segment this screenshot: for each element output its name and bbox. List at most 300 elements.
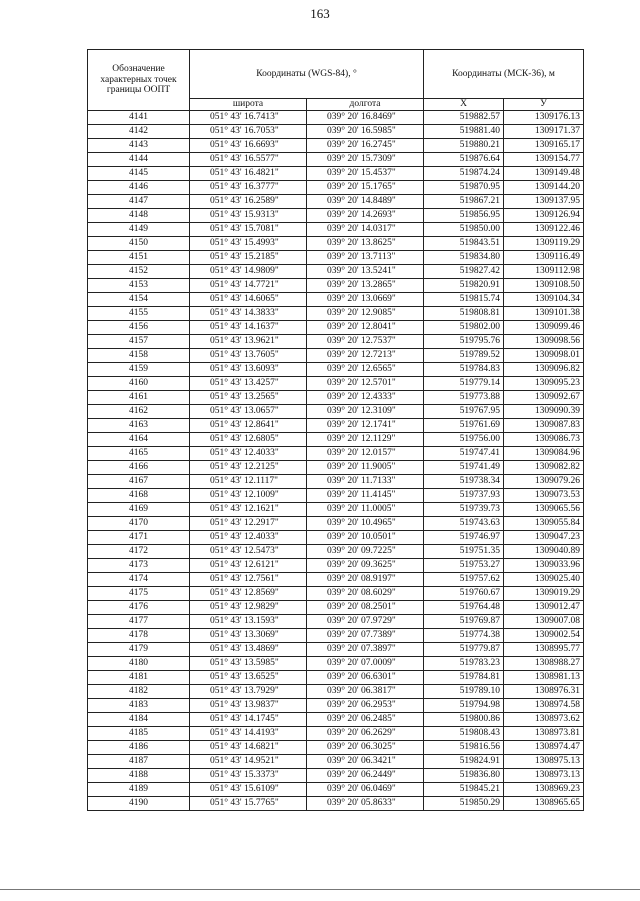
x-cell: 519856.95: [424, 209, 504, 223]
latitude-cell: 051° 43' 13.1593": [190, 615, 307, 629]
latitude-cell: 051° 43' 12.4033": [190, 447, 307, 461]
point-id-cell: 4152: [88, 265, 190, 279]
y-cell: 1309119.29: [504, 237, 584, 251]
longitude-cell: 039° 20' 10.4965": [307, 517, 424, 531]
table-row: [88, 797, 584, 811]
table-row: [88, 153, 584, 167]
point-id-cell: 4146: [88, 181, 190, 195]
longitude-cell: 039° 20' 12.0157": [307, 447, 424, 461]
table-header-row: [88, 50, 584, 99]
table-row: [88, 713, 584, 727]
latitude-cell: 051° 43' 12.8641": [190, 419, 307, 433]
y-cell: 1309149.48: [504, 167, 584, 181]
header-longitude: долгота: [307, 99, 424, 111]
point-id-cell: 4157: [88, 335, 190, 349]
y-cell: 1308981.13: [504, 671, 584, 685]
latitude-cell: 051° 43' 15.2185": [190, 251, 307, 265]
table-row: [88, 503, 584, 517]
longitude-cell: 039° 20' 12.5701": [307, 377, 424, 391]
table-row: [88, 531, 584, 545]
latitude-cell: 051° 43' 14.6065": [190, 293, 307, 307]
longitude-cell: 039° 20' 06.3025": [307, 741, 424, 755]
x-cell: 519737.93: [424, 489, 504, 503]
longitude-cell: 039° 20' 05.8633": [307, 797, 424, 811]
latitude-cell: 051° 43' 15.7081": [190, 223, 307, 237]
longitude-cell: 039° 20' 06.3421": [307, 755, 424, 769]
latitude-cell: 051° 43' 14.7721": [190, 279, 307, 293]
x-cell: 519774.38: [424, 629, 504, 643]
x-cell: 519834.80: [424, 251, 504, 265]
longitude-cell: 039° 20' 06.2449": [307, 769, 424, 783]
x-cell: 519795.76: [424, 335, 504, 349]
x-cell: 519779.87: [424, 643, 504, 657]
latitude-cell: 051° 43' 12.5473": [190, 545, 307, 559]
x-cell: 519808.81: [424, 307, 504, 321]
x-cell: 519820.91: [424, 279, 504, 293]
table-row: [88, 363, 584, 377]
longitude-cell: 039° 20' 13.0669": [307, 293, 424, 307]
table-row: [88, 405, 584, 419]
y-cell: 1309101.38: [504, 307, 584, 321]
latitude-cell: 051° 43' 14.4193": [190, 727, 307, 741]
header-y: У: [504, 99, 584, 111]
table-row: [88, 419, 584, 433]
y-cell: 1309095.23: [504, 377, 584, 391]
x-cell: 519769.87: [424, 615, 504, 629]
latitude-cell: 051° 43' 15.6109": [190, 783, 307, 797]
table-row: [88, 559, 584, 573]
table-row: [88, 755, 584, 769]
point-id-cell: 4177: [88, 615, 190, 629]
table-row: [88, 769, 584, 783]
longitude-cell: 039° 20' 12.4333": [307, 391, 424, 405]
y-cell: 1309122.46: [504, 223, 584, 237]
table-row: [88, 335, 584, 349]
table-row: [88, 209, 584, 223]
table-row: [88, 643, 584, 657]
latitude-cell: 051° 43' 13.9837": [190, 699, 307, 713]
table-row: [88, 265, 584, 279]
x-cell: 519881.40: [424, 125, 504, 139]
latitude-cell: 051° 43' 13.4257": [190, 377, 307, 391]
longitude-cell: 039° 20' 10.0501": [307, 531, 424, 545]
y-cell: 1309012.47: [504, 601, 584, 615]
table-row: [88, 111, 584, 125]
latitude-cell: 051° 43' 13.6093": [190, 363, 307, 377]
x-cell: 519789.10: [424, 685, 504, 699]
longitude-cell: 039° 20' 12.1741": [307, 419, 424, 433]
x-cell: 519808.43: [424, 727, 504, 741]
x-cell: 519767.95: [424, 405, 504, 419]
longitude-cell: 039° 20' 08.2501": [307, 601, 424, 615]
point-id-cell: 4151: [88, 251, 190, 265]
point-id-cell: 4170: [88, 517, 190, 531]
y-cell: 1309126.94: [504, 209, 584, 223]
table-row: [88, 349, 584, 363]
x-cell: 519850.00: [424, 223, 504, 237]
point-id-cell: 4154: [88, 293, 190, 307]
x-cell: 519761.69: [424, 419, 504, 433]
y-cell: 1309098.56: [504, 335, 584, 349]
y-cell: 1309165.17: [504, 139, 584, 153]
table-row: [88, 447, 584, 461]
x-cell: 519746.97: [424, 531, 504, 545]
table-row: [88, 181, 584, 195]
longitude-cell: 039° 20' 07.9729": [307, 615, 424, 629]
y-cell: 1308973.81: [504, 727, 584, 741]
footer-divider: [0, 889, 640, 890]
latitude-cell: 051° 43' 16.7053": [190, 125, 307, 139]
longitude-cell: 039° 20' 16.2745": [307, 139, 424, 153]
point-id-cell: 4187: [88, 755, 190, 769]
x-cell: 519870.95: [424, 181, 504, 195]
x-cell: 519779.14: [424, 377, 504, 391]
longitude-cell: 039° 20' 15.1765": [307, 181, 424, 195]
table-row: [88, 167, 584, 181]
y-cell: 1308988.27: [504, 657, 584, 671]
longitude-cell: 039° 20' 13.8625": [307, 237, 424, 251]
point-id-cell: 4176: [88, 601, 190, 615]
y-cell: 1309033.96: [504, 559, 584, 573]
longitude-cell: 039° 20' 11.0005": [307, 503, 424, 517]
point-id-cell: 4150: [88, 237, 190, 251]
y-cell: 1308973.62: [504, 713, 584, 727]
latitude-cell: 051° 43' 13.3069": [190, 629, 307, 643]
point-id-cell: 4144: [88, 153, 190, 167]
latitude-cell: 051° 43' 12.8569": [190, 587, 307, 601]
x-cell: 519794.98: [424, 699, 504, 713]
longitude-cell: 039° 20' 06.2485": [307, 713, 424, 727]
longitude-cell: 039° 20' 14.2693": [307, 209, 424, 223]
longitude-cell: 039° 20' 08.6029": [307, 587, 424, 601]
point-id-cell: 4171: [88, 531, 190, 545]
x-cell: 519880.21: [424, 139, 504, 153]
point-id-cell: 4173: [88, 559, 190, 573]
latitude-cell: 051° 43' 14.1745": [190, 713, 307, 727]
x-cell: 519739.73: [424, 503, 504, 517]
latitude-cell: 051° 43' 12.6805": [190, 433, 307, 447]
table-row: [88, 433, 584, 447]
latitude-cell: 051° 43' 13.0657": [190, 405, 307, 419]
latitude-cell: 051° 43' 16.3777": [190, 181, 307, 195]
point-id-cell: 4148: [88, 209, 190, 223]
point-id-cell: 4178: [88, 629, 190, 643]
longitude-cell: 039° 20' 09.7225": [307, 545, 424, 559]
header-wgs-label: Координаты (WGS-84), °: [190, 50, 424, 99]
point-id-cell: 4166: [88, 461, 190, 475]
latitude-cell: 051° 43' 15.7765": [190, 797, 307, 811]
x-cell: 519760.67: [424, 587, 504, 601]
y-cell: 1308975.13: [504, 755, 584, 769]
y-cell: 1309084.96: [504, 447, 584, 461]
longitude-cell: 039° 20' 13.5241": [307, 265, 424, 279]
point-id-cell: 4153: [88, 279, 190, 293]
y-cell: 1309096.82: [504, 363, 584, 377]
x-cell: 519882.57: [424, 111, 504, 125]
point-id-cell: 4158: [88, 349, 190, 363]
point-id-cell: 4190: [88, 797, 190, 811]
y-cell: 1309154.77: [504, 153, 584, 167]
x-cell: 519773.88: [424, 391, 504, 405]
y-cell: 1309025.40: [504, 573, 584, 587]
y-cell: 1308965.65: [504, 797, 584, 811]
table-row: [88, 573, 584, 587]
longitude-cell: 039° 20' 06.2953": [307, 699, 424, 713]
y-cell: 1309090.39: [504, 405, 584, 419]
point-id-cell: 4183: [88, 699, 190, 713]
y-cell: 1309098.01: [504, 349, 584, 363]
latitude-cell: 051° 43' 12.2125": [190, 461, 307, 475]
point-id-cell: 4172: [88, 545, 190, 559]
table-row: [88, 293, 584, 307]
longitude-cell: 039° 20' 12.7537": [307, 335, 424, 349]
longitude-cell: 039° 20' 06.6301": [307, 671, 424, 685]
y-cell: 1308973.13: [504, 769, 584, 783]
x-cell: 519867.21: [424, 195, 504, 209]
table-row: [88, 601, 584, 615]
longitude-cell: 039° 20' 12.7213": [307, 349, 424, 363]
latitude-cell: 051° 43' 16.2589": [190, 195, 307, 209]
longitude-cell: 039° 20' 08.9197": [307, 573, 424, 587]
point-id-cell: 4145: [88, 167, 190, 181]
y-cell: 1308969.23: [504, 783, 584, 797]
longitude-cell: 039° 20' 14.0317": [307, 223, 424, 237]
table-row: [88, 237, 584, 251]
latitude-cell: 051° 43' 13.4869": [190, 643, 307, 657]
x-cell: 519816.56: [424, 741, 504, 755]
table-row: [88, 699, 584, 713]
point-id-cell: 4164: [88, 433, 190, 447]
latitude-cell: 051° 43' 13.9621": [190, 335, 307, 349]
x-cell: 519824.91: [424, 755, 504, 769]
y-cell: 1309137.95: [504, 195, 584, 209]
point-id-cell: 4168: [88, 489, 190, 503]
point-id-cell: 4167: [88, 475, 190, 489]
y-cell: 1309007.08: [504, 615, 584, 629]
latitude-cell: 051° 43' 12.6121": [190, 559, 307, 573]
y-cell: 1309055.84: [504, 517, 584, 531]
longitude-cell: 039° 20' 15.7309": [307, 153, 424, 167]
point-id-cell: 4142: [88, 125, 190, 139]
point-id-cell: 4149: [88, 223, 190, 237]
latitude-cell: 051° 43' 13.2565": [190, 391, 307, 405]
latitude-cell: 051° 43' 13.6525": [190, 671, 307, 685]
table-row: [88, 139, 584, 153]
longitude-cell: 039° 20' 12.1129": [307, 433, 424, 447]
x-cell: 519876.64: [424, 153, 504, 167]
longitude-cell: 039° 20' 13.2865": [307, 279, 424, 293]
header-x: Х: [424, 99, 504, 111]
table-row: [88, 195, 584, 209]
x-cell: 519850.29: [424, 797, 504, 811]
longitude-cell: 039° 20' 12.6565": [307, 363, 424, 377]
longitude-cell: 039° 20' 07.0009": [307, 657, 424, 671]
point-id-cell: 4163: [88, 419, 190, 433]
latitude-cell: 051° 43' 14.1637": [190, 321, 307, 335]
longitude-cell: 039° 20' 12.9085": [307, 307, 424, 321]
table-row: [88, 671, 584, 685]
point-id-cell: 4156: [88, 321, 190, 335]
point-id-cell: 4188: [88, 769, 190, 783]
table-row: [88, 223, 584, 237]
longitude-cell: 039° 20' 06.2629": [307, 727, 424, 741]
point-id-cell: 4143: [88, 139, 190, 153]
latitude-cell: 051° 43' 15.3373": [190, 769, 307, 783]
coordinates-table: [87, 49, 584, 811]
table-row: [88, 391, 584, 405]
y-cell: 1309086.73: [504, 433, 584, 447]
x-cell: 519784.83: [424, 363, 504, 377]
latitude-cell: 051° 43' 14.6821": [190, 741, 307, 755]
latitude-cell: 051° 43' 12.1117": [190, 475, 307, 489]
latitude-cell: 051° 43' 14.9521": [190, 755, 307, 769]
latitude-cell: 051° 43' 12.2917": [190, 517, 307, 531]
y-cell: 1309047.23: [504, 531, 584, 545]
table-row: [88, 377, 584, 391]
table-row: [88, 125, 584, 139]
longitude-cell: 039° 20' 09.3625": [307, 559, 424, 573]
longitude-cell: 039° 20' 13.7113": [307, 251, 424, 265]
table-row: [88, 685, 584, 699]
table-row: [88, 489, 584, 503]
latitude-cell: 051° 43' 16.4821": [190, 167, 307, 181]
latitude-cell: 051° 43' 12.1621": [190, 503, 307, 517]
y-cell: 1308995.77: [504, 643, 584, 657]
longitude-cell: 039° 20' 11.9005": [307, 461, 424, 475]
table-row: [88, 475, 584, 489]
latitude-cell: 051° 43' 16.6693": [190, 139, 307, 153]
longitude-cell: 039° 20' 07.7389": [307, 629, 424, 643]
x-cell: 519784.81: [424, 671, 504, 685]
point-id-cell: 4147: [88, 195, 190, 209]
y-cell: 1309092.67: [504, 391, 584, 405]
latitude-cell: 051° 43' 12.7561": [190, 573, 307, 587]
latitude-cell: 051° 43' 12.1009": [190, 489, 307, 503]
x-cell: 519738.34: [424, 475, 504, 489]
point-id-cell: 4186: [88, 741, 190, 755]
point-id-cell: 4169: [88, 503, 190, 517]
header-latitude: широта: [190, 99, 307, 111]
y-cell: 1309171.37: [504, 125, 584, 139]
point-id-cell: 4181: [88, 671, 190, 685]
y-cell: 1309002.54: [504, 629, 584, 643]
y-cell: 1309019.29: [504, 587, 584, 601]
point-id-cell: 4180: [88, 657, 190, 671]
point-id-cell: 4185: [88, 727, 190, 741]
longitude-cell: 039° 20' 11.4145": [307, 489, 424, 503]
x-cell: 519827.42: [424, 265, 504, 279]
latitude-cell: 051° 43' 15.9313": [190, 209, 307, 223]
y-cell: 1309065.56: [504, 503, 584, 517]
y-cell: 1309144.20: [504, 181, 584, 195]
table-row: [88, 251, 584, 265]
longitude-cell: 039° 20' 06.3817": [307, 685, 424, 699]
x-cell: 519815.74: [424, 293, 504, 307]
point-id-cell: 4155: [88, 307, 190, 321]
point-id-cell: 4175: [88, 587, 190, 601]
latitude-cell: 051° 43' 13.5985": [190, 657, 307, 671]
y-cell: 1309079.26: [504, 475, 584, 489]
x-cell: 519874.24: [424, 167, 504, 181]
y-cell: 1308974.47: [504, 741, 584, 755]
latitude-cell: 051° 43' 14.9809": [190, 265, 307, 279]
point-id-cell: 4174: [88, 573, 190, 587]
table-row: [88, 587, 584, 601]
table-row: [88, 741, 584, 755]
x-cell: 519757.62: [424, 573, 504, 587]
point-id-cell: 4182: [88, 685, 190, 699]
latitude-cell: 051° 43' 15.4993": [190, 237, 307, 251]
x-cell: 519751.35: [424, 545, 504, 559]
page-number: 163: [310, 6, 330, 21]
x-cell: 519764.48: [424, 601, 504, 615]
x-cell: 519747.41: [424, 447, 504, 461]
point-id-cell: 4160: [88, 377, 190, 391]
latitude-cell: 051° 43' 16.5577": [190, 153, 307, 167]
point-id-cell: 4141: [88, 111, 190, 125]
longitude-cell: 039° 20' 15.4537": [307, 167, 424, 181]
table-row: [88, 727, 584, 741]
longitude-cell: 039° 20' 14.8489": [307, 195, 424, 209]
y-cell: 1309099.46: [504, 321, 584, 335]
x-cell: 519836.80: [424, 769, 504, 783]
table-row: [88, 461, 584, 475]
point-id-cell: 4179: [88, 643, 190, 657]
latitude-cell: 051° 43' 12.4033": [190, 531, 307, 545]
point-id-cell: 4161: [88, 391, 190, 405]
table-row: [88, 783, 584, 797]
x-cell: 519802.00: [424, 321, 504, 335]
point-id-cell: 4184: [88, 713, 190, 727]
y-cell: 1309112.98: [504, 265, 584, 279]
x-cell: 519756.00: [424, 433, 504, 447]
table-body: [88, 111, 584, 811]
longitude-cell: 039° 20' 07.3897": [307, 643, 424, 657]
table-row: [88, 545, 584, 559]
x-cell: 519789.52: [424, 349, 504, 363]
x-cell: 519753.27: [424, 559, 504, 573]
longitude-cell: 039° 20' 12.3109": [307, 405, 424, 419]
table-row: [88, 321, 584, 335]
y-cell: 1309176.13: [504, 111, 584, 125]
table-row: [88, 629, 584, 643]
header-msk-label: Координаты (МСК-36), м: [424, 50, 584, 99]
y-cell: 1309040.89: [504, 545, 584, 559]
latitude-cell: 051° 43' 13.7605": [190, 349, 307, 363]
table-row: [88, 517, 584, 531]
x-cell: 519845.21: [424, 783, 504, 797]
y-cell: 1308976.31: [504, 685, 584, 699]
y-cell: 1309087.83: [504, 419, 584, 433]
y-cell: 1309108.50: [504, 279, 584, 293]
latitude-cell: 051° 43' 14.3833": [190, 307, 307, 321]
longitude-cell: 039° 20' 16.5985": [307, 125, 424, 139]
table-row: [88, 307, 584, 321]
y-cell: 1309073.53: [504, 489, 584, 503]
x-cell: 519741.49: [424, 461, 504, 475]
longitude-cell: 039° 20' 12.8041": [307, 321, 424, 335]
x-cell: 519743.63: [424, 517, 504, 531]
table-row: [88, 657, 584, 671]
latitude-cell: 051° 43' 13.7929": [190, 685, 307, 699]
y-cell: 1309082.82: [504, 461, 584, 475]
latitude-cell: 051° 43' 16.7413": [190, 111, 307, 125]
header-point-label: Обозначение характерных точек границы ООПТ: [88, 50, 190, 111]
point-id-cell: 4162: [88, 405, 190, 419]
table-row: [88, 615, 584, 629]
y-cell: 1309104.34: [504, 293, 584, 307]
y-cell: 1309116.49: [504, 251, 584, 265]
